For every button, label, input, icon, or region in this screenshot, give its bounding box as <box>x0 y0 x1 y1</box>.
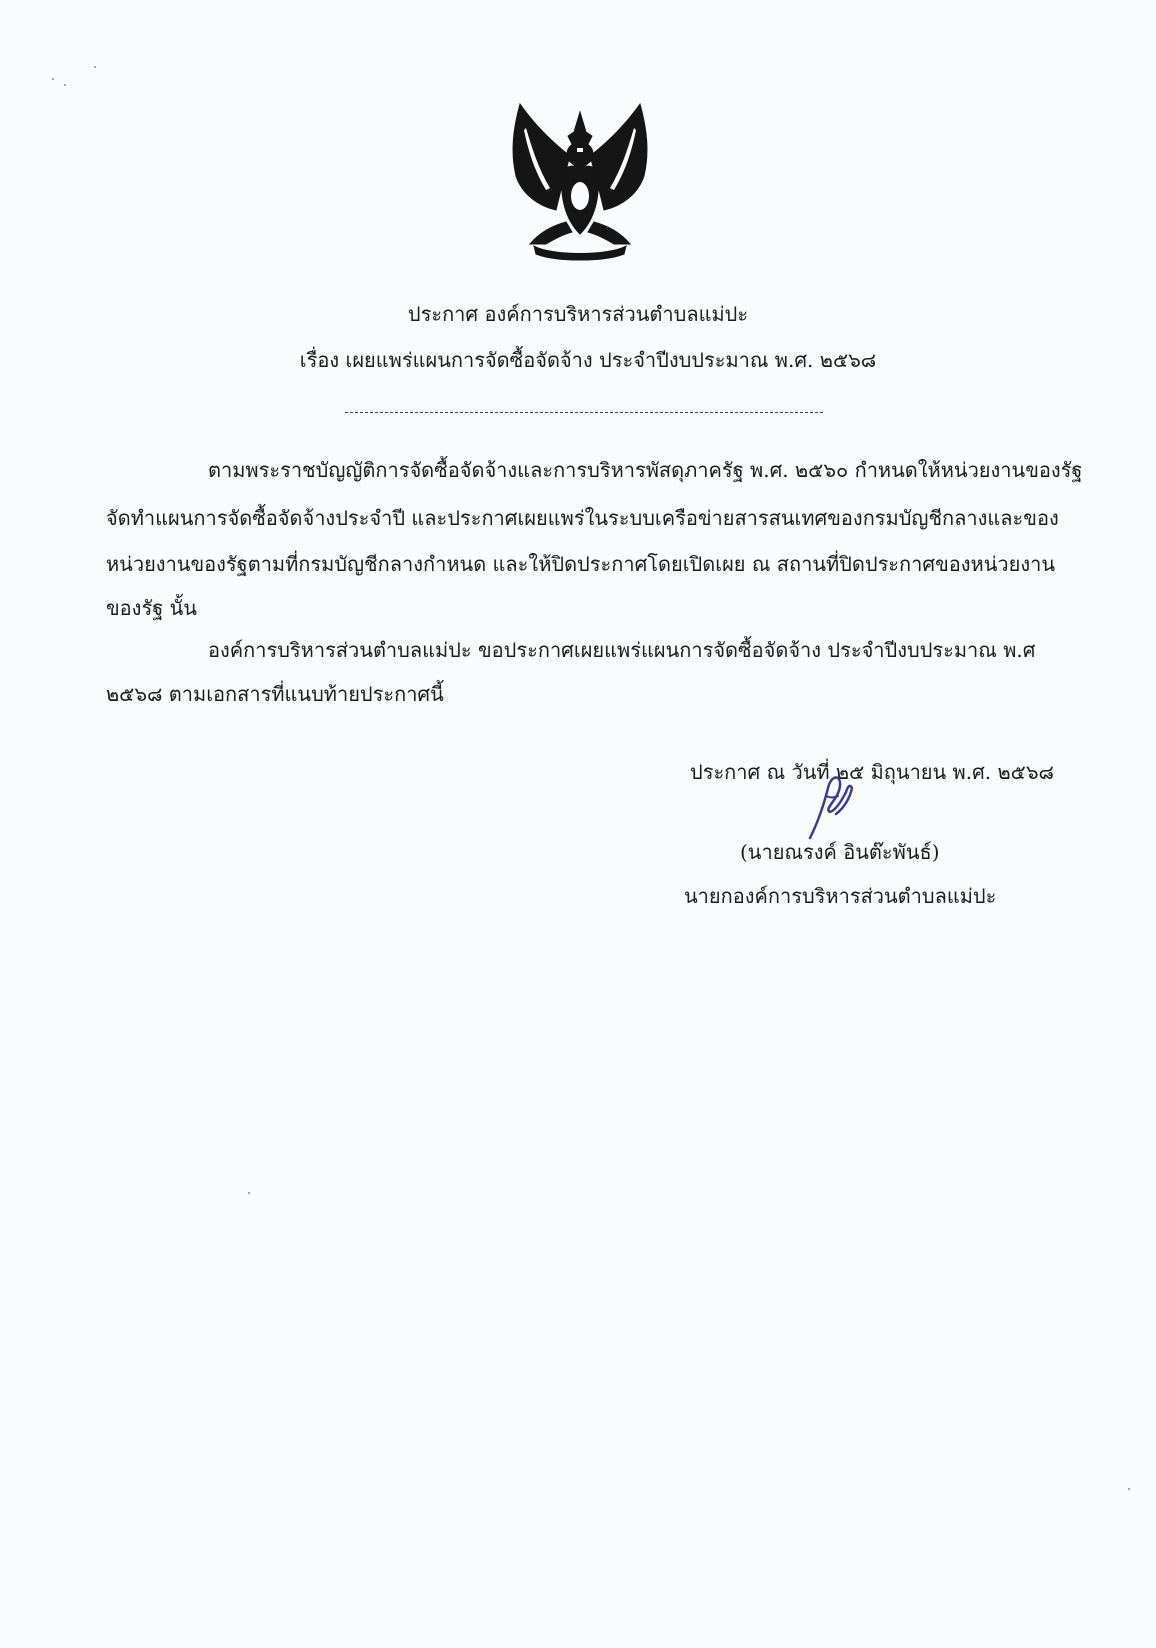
signer-title: นายกองค์การบริหารส่วนตำบลแม่ปะ <box>684 884 997 908</box>
separator-line <box>345 412 823 413</box>
scan-speck <box>1128 1488 1130 1490</box>
paragraph-1-line-4: ของรัฐ นั้น <box>106 596 197 620</box>
announce-date: ประกาศ ณ วันที่ ๒๕ มิถุนายน พ.ศ. ๒๕๖๘ <box>690 760 1054 784</box>
announcement-title: ประกาศ องค์การบริหารส่วนตำบลแม่ปะ <box>407 302 749 326</box>
paragraph-2-line-2: ๒๕๖๘ ตามเอกสารที่แนบท้ายประกาศนี้ <box>106 682 444 706</box>
paragraph-1-line-2: จัดทำแผนการจัดซื้อจัดจ้างประจำปี และประกาศเผยแพร่ในระบบเครือข่ายสารสนเทศของกรมบัญชีกลางและของ <box>106 506 1059 530</box>
paragraph-1-line-1: ตามพระราชบัญญัติการจัดซื้อจัดจ้างและการบริหารพัสดุภาครัฐ พ.ศ. ๒๕๖๐ กำหนดให้หน่วยงานของรัฐ <box>208 458 1083 482</box>
announcement-subject: เรื่อง เผยแพร่แผนการจัดซื้อจัดจ้าง ประจำปีงบประมาณ พ.ศ. ๒๕๖๘ <box>299 348 877 372</box>
scan-speck <box>64 84 66 86</box>
paragraph-2-line-1: องค์การบริหารส่วนตำบลแม่ปะ ขอประกาศเผยแพร่แผนการจัดซื้อจัดจ้าง ประจำปีงบประมาณ พ.ศ <box>208 638 1036 662</box>
scan-speck <box>94 66 96 68</box>
scan-speck <box>52 78 54 80</box>
scan-speck <box>248 1192 250 1194</box>
handwritten-signature <box>800 770 860 842</box>
garuda-emblem-icon <box>500 98 660 264</box>
paragraph-1-line-3: หน่วยงานของรัฐตามที่กรมบัญชีกลางกำหนด และให้ปิดประกาศโดยเปิดเผย ณ สถานที่ปิดประกาศของหน่วยงาน <box>106 552 1056 576</box>
signer-name: (นายณรงค์ อินต๊ะพันธ์) <box>740 840 940 864</box>
